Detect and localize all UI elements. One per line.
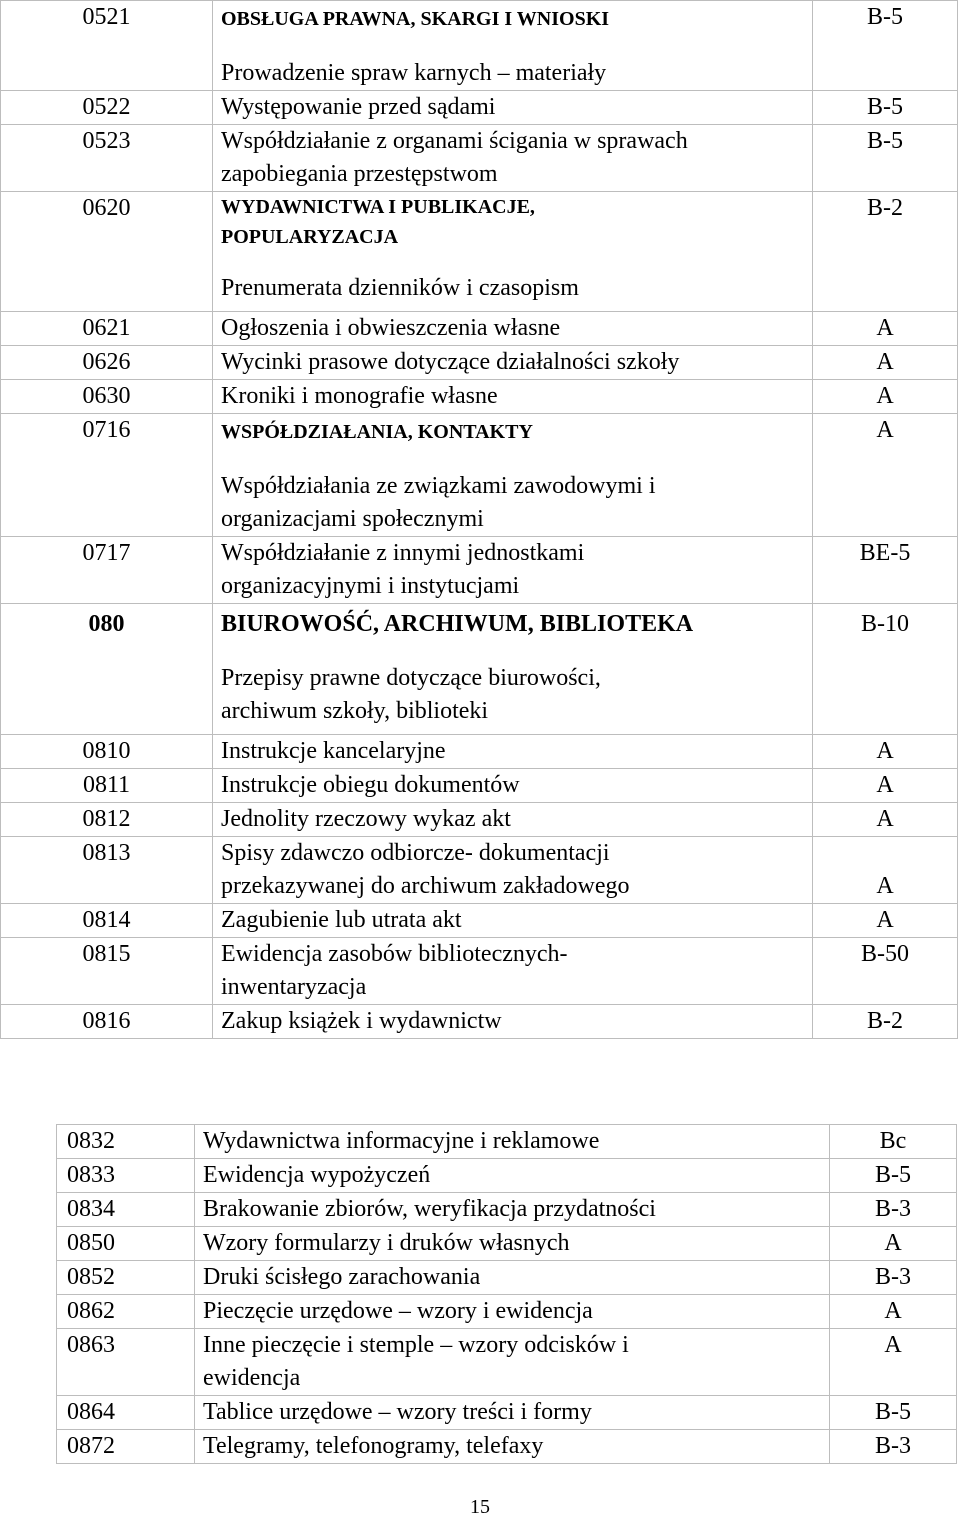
record-code-text: 0717 (82, 540, 131, 566)
table-row (1, 837, 958, 904)
record-description-line: Brakowanie zbiorów, weryfikacja przydatności (203, 1196, 656, 1222)
record-code (1, 1, 213, 91)
record-description-line: OBSŁUGA PRAWNA, SKARGI I WNIOSKI (221, 8, 610, 30)
record-description (213, 91, 813, 125)
table-row (1, 346, 958, 380)
record-category (813, 380, 958, 414)
record-code (1, 803, 213, 837)
record-description (195, 1227, 830, 1261)
record-category-text: B-5 (867, 128, 903, 154)
record-code (1, 192, 213, 312)
record-code-text: 0814 (82, 907, 131, 933)
record-description (213, 769, 813, 803)
table-row (57, 1193, 957, 1227)
record-description (213, 312, 813, 346)
record-description-line: Wzory formularzy i druków własnych (203, 1230, 570, 1256)
table-row (1, 537, 958, 604)
record-description (213, 192, 813, 312)
record-description-line: Spisy zdawczo odbiorcze- dokumentacji (221, 840, 610, 866)
record-code: 0833 (57, 1159, 195, 1193)
record-code: 0872 (57, 1430, 195, 1464)
record-description-line: zapobiegania przestępstwom (221, 161, 498, 187)
record-description-line: Przepisy prawne dotyczące biurowości, (221, 665, 601, 691)
record-code (1, 414, 213, 537)
table-row (57, 1430, 957, 1464)
record-code-text: 0522 (82, 94, 131, 120)
record-description-line: Instrukcje kancelaryjne (221, 738, 446, 764)
record-description-line: Współdziałania ze związkami zawodowymi i (221, 473, 656, 499)
record-description-line: Zagubienie lub utrata akt (221, 907, 462, 933)
table-row (57, 1125, 957, 1159)
record-category-text: A (876, 383, 894, 409)
table-row (1, 604, 958, 735)
record-code: 0834 (57, 1193, 195, 1227)
record-category (813, 537, 958, 604)
record-category-text: A (876, 349, 894, 375)
record-category: B-5 (830, 1396, 957, 1430)
table-row (1, 414, 958, 537)
record-description (195, 1295, 830, 1329)
record-category (813, 604, 958, 735)
record-category-text: B-2 (867, 195, 903, 221)
record-description (213, 125, 813, 192)
record-description (213, 380, 813, 414)
record-code (1, 938, 213, 1005)
record-code-text: 0816 (82, 1008, 131, 1034)
record-category (813, 1005, 958, 1039)
record-category (813, 192, 958, 312)
record-code (1, 125, 213, 192)
table-row (1, 735, 958, 769)
record-description-line: Telegramy, telefonogramy, telefaxy (203, 1433, 544, 1459)
record-category: A (830, 1295, 957, 1329)
record-category (813, 938, 958, 1005)
record-category (813, 904, 958, 938)
record-description-line: WYDAWNICTWA I PUBLIKACJE, (221, 196, 535, 218)
record-category: B-3 (830, 1193, 957, 1227)
record-description (195, 1261, 830, 1295)
table-row (1, 91, 958, 125)
record-code-text: 080 (88, 611, 125, 637)
record-description (195, 1159, 830, 1193)
record-category: B-3 (830, 1261, 957, 1295)
record-category-text: B-5 (867, 4, 903, 30)
record-code-text: 0620 (82, 195, 131, 221)
record-code (1, 346, 213, 380)
record-description (213, 837, 813, 904)
record-category-text: A (876, 806, 894, 832)
record-category-text: A (876, 873, 894, 899)
record-description (213, 904, 813, 938)
record-code (1, 1005, 213, 1039)
record-description-line (221, 644, 812, 662)
table-row (1, 1005, 958, 1039)
record-description-line: Instrukcje obiegu dokumentów (221, 772, 520, 798)
record-description (213, 735, 813, 769)
table-row (57, 1261, 957, 1295)
record-description (213, 938, 813, 1005)
record-code: 0864 (57, 1396, 195, 1430)
record-description (195, 1193, 830, 1227)
record-description (213, 803, 813, 837)
record-description (213, 1, 813, 91)
record-category-text: A (876, 772, 894, 798)
record-description (213, 346, 813, 380)
table-row (1, 125, 958, 192)
record-category (813, 735, 958, 769)
record-description-line: archiwum szkoły, biblioteki (221, 698, 489, 724)
record-code (1, 312, 213, 346)
record-code (1, 380, 213, 414)
record-category (813, 803, 958, 837)
table-row (1, 312, 958, 346)
record-code-text: 0813 (82, 840, 131, 866)
record-description (213, 604, 813, 735)
record-category (813, 769, 958, 803)
record-code-text: 0811 (82, 772, 131, 798)
record-description-line: organizacjami społecznymi (221, 506, 484, 532)
table-row (57, 1329, 957, 1396)
record-description-line: Występowanie przed sądami (221, 94, 496, 120)
record-code: 0850 (57, 1227, 195, 1261)
record-description (213, 1005, 813, 1039)
record-description-line: Ogłoszenia i obwieszczenia własne (221, 315, 561, 341)
record-description-line: przekazywanej do archiwum zakładowego (221, 873, 630, 899)
record-code-text: 0815 (82, 941, 131, 967)
record-description-line (221, 252, 812, 272)
record-category (813, 414, 958, 537)
table-row (57, 1159, 957, 1193)
page-number: 15 (470, 1496, 490, 1518)
table-row (57, 1227, 957, 1261)
record-code-text: 0621 (82, 315, 131, 341)
record-category (813, 91, 958, 125)
record-code (1, 837, 213, 904)
record-code-text: 0626 (82, 349, 131, 375)
record-description-line: Ewidencja wypożyczeń (203, 1162, 431, 1188)
record-category-text: BE-5 (859, 540, 911, 566)
record-category-text: A (876, 907, 894, 933)
table-row (1, 769, 958, 803)
record-category (813, 346, 958, 380)
record-code (1, 904, 213, 938)
record-description-line: Prenumerata dzienników i czasopism (221, 275, 579, 301)
table-row (1, 803, 958, 837)
record-description-line: Wycinki prasowe dotyczące działalności szkoły (221, 349, 680, 375)
record-category: B-5 (830, 1159, 957, 1193)
record-code (1, 91, 213, 125)
record-category-text: B-5 (867, 94, 903, 120)
record-description-line: Tablice urzędowe – wzory treści i formy (203, 1399, 592, 1425)
record-category (813, 125, 958, 192)
record-description-line: Wydawnictwa informacyjne i reklamowe (203, 1128, 600, 1154)
record-code-text: 0812 (82, 806, 131, 832)
record-category: B-3 (830, 1430, 957, 1464)
record-category-text: B-2 (867, 1008, 903, 1034)
record-code: 0832 (57, 1125, 195, 1159)
record-description-line: inwentaryzacja (221, 974, 367, 1000)
record-description (195, 1396, 830, 1430)
record-category (813, 1, 958, 91)
table-row (1, 938, 958, 1005)
record-description-line: WSPÓŁDZIAŁANIA, KONTAKTY (221, 421, 533, 443)
record-category-text: B-50 (861, 941, 909, 967)
table-row (1, 1, 958, 91)
record-description-line: Jednolity rzeczowy wykaz akt (221, 806, 511, 832)
record-description-line: Kroniki i monografie własne (221, 383, 498, 409)
record-category: A (830, 1227, 957, 1261)
record-category-text: A (876, 315, 894, 341)
record-code (1, 769, 213, 803)
record-description-line: Prowadzenie spraw karnych – materiały (221, 60, 607, 86)
record-description (195, 1125, 830, 1159)
record-description-line: organizacyjnymi i instytucjami (221, 573, 520, 599)
record-category (813, 312, 958, 346)
record-description-line: BIUROWOŚĆ, ARCHIWUM, BIBLIOTEKA (221, 611, 694, 637)
table-row (57, 1396, 957, 1430)
record-description (213, 414, 813, 537)
record-category-text: A (876, 417, 894, 443)
table-row (1, 904, 958, 938)
record-description-line: Inne pieczęcie i stemple – wzory odcisków i (203, 1332, 629, 1358)
table-row (1, 380, 958, 414)
record-code-text: 0523 (82, 128, 131, 154)
record-description-line: POPULARYZACJA (221, 226, 399, 248)
record-code (1, 537, 213, 604)
record-code (1, 735, 213, 769)
record-description-line: Pieczęcie urzędowe – wzory i ewidencja (203, 1298, 593, 1324)
record-description-line: Współdziałanie z organami ścigania w sprawach (221, 128, 688, 154)
record-description (195, 1329, 830, 1396)
record-description-line (221, 450, 812, 470)
record-category: Bc (830, 1125, 957, 1159)
table-row (1, 192, 958, 312)
record-code-text: 0810 (82, 738, 131, 764)
record-code (1, 604, 213, 735)
record-description (213, 537, 813, 604)
table-row (57, 1295, 957, 1329)
record-code: 0852 (57, 1261, 195, 1295)
record-category: A (830, 1329, 957, 1396)
records-table-2 (56, 1124, 957, 1464)
record-description-line: ewidencja (203, 1365, 301, 1391)
record-category (813, 837, 958, 904)
record-code-text: 0716 (82, 417, 131, 443)
record-category-text: A (876, 738, 894, 764)
record-code-text: 0521 (82, 4, 131, 30)
record-description-line: Zakup książek i wydawnictw (221, 1008, 502, 1034)
record-category-text: B-10 (861, 611, 909, 637)
record-description-line (221, 37, 812, 57)
record-code: 0862 (57, 1295, 195, 1329)
record-code: 0863 (57, 1329, 195, 1396)
record-description-line: Druki ścisłego zarachowania (203, 1264, 481, 1290)
record-description-line: Współdziałanie z innymi jednostkami (221, 540, 585, 566)
record-description (195, 1430, 830, 1464)
record-description-line: Ewidencja zasobów bibliotecznych- (221, 941, 568, 967)
record-code-text: 0630 (82, 383, 131, 409)
